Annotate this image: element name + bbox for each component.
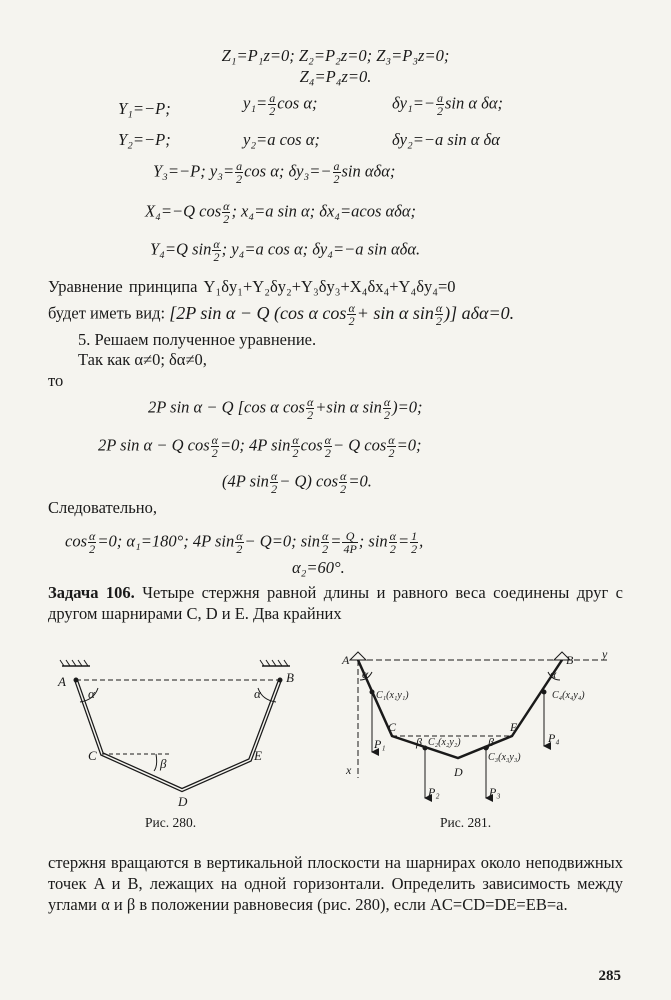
fig281-alpha-left: α — [362, 667, 369, 681]
fig280-label-d: D — [178, 794, 188, 809]
problem-106-body: стержня вращаются в вертикальной плоскости на шарнирах около неподвижных точек A и B, лежащих на одной горизонтали. Определить зависимость между углами α и β в положении равновесия (рис. 280), если AC=CD=DE=EB=a. — [48, 853, 623, 914]
fig281-alpha-right: α — [550, 667, 557, 681]
equation-y4: Y₄=Q sin $\frac{\alpha}{2}$ ; y₄=a cos α; δy₄=−a sin αδα. — [150, 237, 421, 264]
then-word: то — [48, 371, 64, 390]
figure-280 — [50, 650, 310, 810]
figure-281-caption: Рис. 281. — [440, 815, 492, 830]
figure-280-caption: Рис. 280. — [145, 815, 197, 830]
hence-word: Следовательно, — [48, 498, 157, 517]
fig281-label-p2: P₂ — [428, 785, 440, 799]
fig281-label-e: E — [510, 720, 518, 734]
fig280-label-e: E — [254, 748, 262, 763]
page-number: 285 — [598, 968, 621, 984]
equation-x4: X₄=−Q cos $\frac{\alpha}{2}$ ; x₄=a sin α; δx₄=acos αδα; — [145, 199, 417, 226]
step-5-heading: 5. Решаем полученное уравнение. — [78, 330, 317, 349]
fig281-label-p3: P₃ — [489, 785, 501, 799]
figure-281 — [330, 648, 622, 810]
fig281-label-d: D — [454, 765, 463, 779]
equation-10: (4P sin $\frac{\alpha}{2}$ − Q) cos $\frac{\alpha}{2}$ =0. — [222, 469, 372, 496]
equation-dy2: δy₂=−a sin α δα — [392, 130, 500, 149]
fig281-label-y: y — [602, 648, 608, 661]
fig280-label-c: C — [88, 748, 97, 763]
fig280-alpha-right: α — [254, 686, 261, 701]
equation-dy1: δy₁=− $\frac{a}{2}$ sin α δα; — [392, 91, 503, 118]
fig280-alpha-left: α — [88, 686, 95, 701]
fig281-label-c4: C₄(x₄y₄) — [552, 690, 585, 701]
fig280-beta: β — [160, 756, 167, 771]
problem-106-intro — [48, 582, 623, 624]
equation-y2-pos: y₂=a cos α; — [243, 130, 320, 149]
equation-y2: Y₂=−P; — [118, 130, 171, 149]
fig280-label-b: B — [286, 670, 294, 685]
equation-8: 2P sin α − Q [cos α cos $\frac{\alpha}{2}$ +sin α sin $\frac{\alpha}{2}$ )=0; — [148, 395, 423, 422]
fig281-label-p1: P₁ — [374, 737, 386, 751]
fig281-label-c2: C₂(x₂y₂) — [428, 737, 461, 748]
fig281-label-a: A — [342, 653, 350, 667]
fig281-label-x: x — [346, 763, 352, 777]
form-equation: будет иметь вид: [2P sin α − Q (cos α cos $\frac{\alpha}{2}$ + sin α sin $\frac{\alpha}{2}$ )] aδα=0. — [48, 301, 515, 328]
fig281-label-c3: C₃(x₃y₃) — [488, 752, 521, 763]
fig280-rods — [76, 680, 280, 790]
equation-9: 2P sin α − Q cos $\frac{\alpha}{2}$ =0; 4P sin $\frac{\alpha}{2}$ cos $\frac{\alpha}{2}$ − Q cos $\frac{\alpha}{2}$ =0; — [98, 433, 422, 460]
equation-z4: Z₄=P₄z=0. — [299, 67, 372, 86]
problem-title: Задача 106. — [48, 583, 135, 602]
equation-z: Z₁=P₁z=0; Z₂=P₂z=0; Z₃=P₃z=0; — [221, 46, 450, 65]
fig281-label-c: C — [388, 720, 397, 734]
fig281-label-p4: P₄ — [548, 731, 560, 745]
since-clause: Так как α≠0; δα≠0, — [78, 350, 207, 369]
equation-12: α₂=60°. — [292, 558, 345, 577]
equation-y3: Y₃=−P; y₃= $\frac{a}{2}$ cos α; δy₃=− $\frac{a}{2}$ sin αδα; — [153, 159, 396, 186]
equation-y1: Y₁=−P; — [118, 99, 171, 118]
fig281-label-b: B — [566, 653, 574, 667]
fig281-beta-right: β — [488, 735, 494, 749]
fig281-support-a — [350, 652, 366, 660]
principle-equation: Уравнение принципа Y₁δy₁+Y₂δy₂+Y₃δy₃+X₄δx₄+Y₄δy₄=0 — [48, 277, 456, 296]
fig281-label-c1: C₁(x₁y₁) — [376, 690, 409, 701]
equation-y1-pos: y₁= $\frac{a}{2}$ cos α; — [243, 91, 318, 118]
problem-intro-text: Четыре стержня равной длины и равного веса соединены друг с другом шарнирами C, D и E. Два крайних — [48, 583, 624, 623]
fig281-beta-left: β — [416, 735, 422, 749]
equation-11: cos $\frac{\alpha}{2}$ =0; α₁=180°; 4P sin $\frac{\alpha}{2}$ − Q=0; sin $\frac{\alpha}{2}$ = $\frac{Q}{4P}$ ; sin $\frac{\alpha}{2}$ = $\frac{1}{2}$ , — [65, 529, 424, 556]
fig280-label-a: A — [58, 674, 66, 689]
